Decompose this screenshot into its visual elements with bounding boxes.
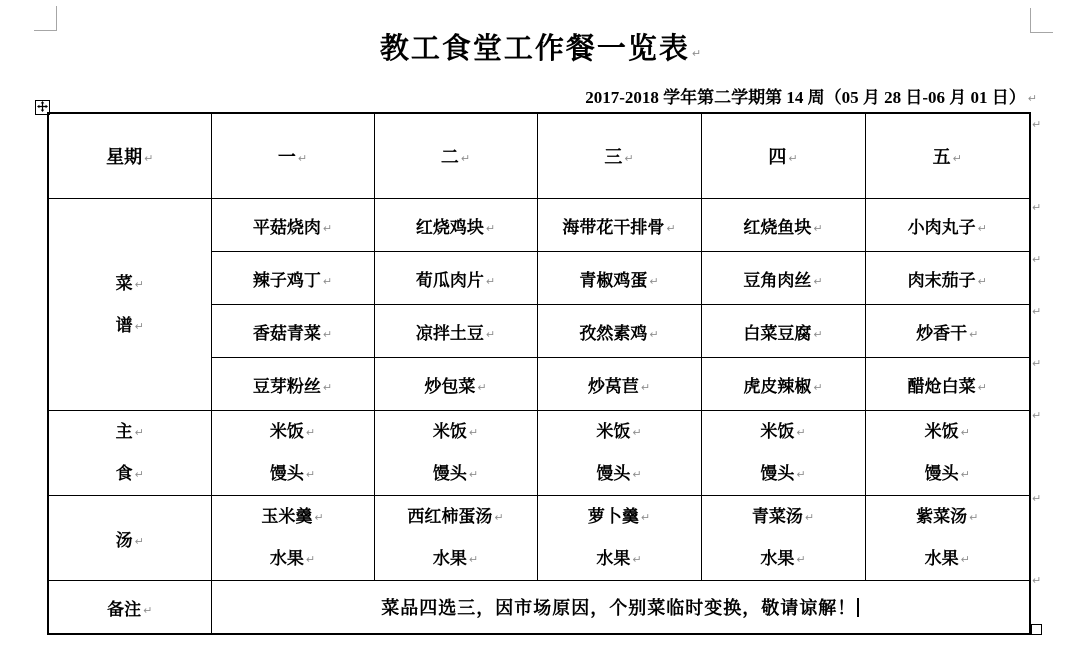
- note-text: 菜品四选三，因市场原因，个别菜临时变换，敬请谅解！: [381, 598, 857, 618]
- cell-text: 主: [115, 422, 133, 441]
- paragraph-mark: ↵: [494, 511, 504, 524]
- paragraph-mark: ↵: [1027, 92, 1037, 105]
- paragraph-mark: ↵: [649, 274, 659, 288]
- cell-text: 辣子鸡丁: [252, 270, 321, 290]
- row-end-mark: ↵: [1032, 118, 1042, 131]
- cell-text: 香菇青菜: [252, 323, 321, 343]
- dish-cell[interactable]: [865, 252, 1030, 305]
- paragraph-mark: ↵: [468, 468, 479, 481]
- row-end-mark: ↵: [1032, 409, 1042, 422]
- cell-text: 炒包菜: [424, 376, 476, 396]
- cell-text: 小肉丸子: [907, 217, 976, 237]
- paragraph-mark: ↵: [134, 468, 144, 481]
- paragraph-mark: ↵: [640, 511, 651, 524]
- paragraph-mark: ↵: [134, 426, 144, 439]
- paragraph-mark: ↵: [477, 380, 487, 394]
- document-title[interactable]: [0, 26, 1083, 67]
- staple-cell[interactable]: [865, 411, 1030, 496]
- day-header-cell-fri[interactable]: [865, 113, 1030, 199]
- dish-cell[interactable]: [374, 305, 537, 358]
- paragraph-mark: ↵: [640, 380, 651, 394]
- paragraph-mark: ↵: [960, 468, 970, 481]
- menu-label-cell[interactable]: [48, 199, 211, 411]
- staple-cell[interactable]: [374, 411, 537, 496]
- cell-text: 馒头: [269, 464, 304, 483]
- paragraph-mark: ↵: [134, 534, 144, 548]
- paragraph-mark: ↵: [297, 152, 308, 165]
- dish-cell[interactable]: [374, 252, 537, 305]
- paragraph-mark: ↵: [485, 327, 496, 341]
- cell-text: 白菜豆腐: [743, 323, 812, 343]
- cell-text: 米饭: [596, 422, 631, 441]
- cell-text: 米饭: [432, 422, 467, 441]
- cell-text: 水果: [924, 549, 959, 568]
- note-label-cell[interactable]: [48, 581, 211, 635]
- cell-text: 三: [604, 147, 623, 167]
- paragraph-mark: ↵: [322, 380, 333, 394]
- note-cell[interactable]: [211, 581, 1030, 635]
- cell-text: 玉米羹: [261, 507, 313, 526]
- cell-text: 星期: [106, 147, 143, 167]
- title-text: 教工食堂工作餐一览表: [379, 33, 690, 65]
- paragraph-mark: ↵: [977, 380, 987, 394]
- cell-text: 馒头: [596, 464, 631, 483]
- soup-cell[interactable]: [865, 496, 1030, 581]
- cell-text: 菜: [115, 273, 133, 293]
- staple-cell[interactable]: [701, 411, 865, 496]
- day-header-cell-wed[interactable]: [537, 113, 701, 199]
- cell-text: 平菇烧肉: [252, 217, 321, 237]
- row-end-mark: ↵: [1032, 305, 1042, 318]
- cell-text: 备注: [107, 599, 142, 619]
- dish-cell[interactable]: [374, 199, 537, 252]
- dish-cell[interactable]: [211, 199, 374, 252]
- dish-cell[interactable]: [701, 199, 865, 252]
- cell-text: 水果: [269, 549, 304, 568]
- paragraph-mark: ↵: [969, 327, 979, 341]
- paragraph-mark: ↵: [322, 221, 333, 235]
- cell-text: 炒香干: [916, 323, 968, 343]
- staple-cell[interactable]: [537, 411, 701, 496]
- paragraph-mark: ↵: [305, 553, 316, 566]
- paragraph-mark: ↵: [322, 327, 333, 341]
- header-row: [48, 113, 1030, 199]
- cell-text: 二: [440, 147, 459, 167]
- cell-text: 虎皮辣椒: [743, 376, 812, 396]
- cell-text: 红烧鱼块: [743, 217, 812, 237]
- cell-text: 青菜汤: [751, 507, 803, 526]
- cell-text: 紫菜汤: [916, 507, 968, 526]
- cell-text: 凉拌土豆: [415, 323, 484, 343]
- paragraph-mark: ↵: [485, 274, 496, 288]
- dish-cell[interactable]: [537, 252, 701, 305]
- paragraph-mark: ↵: [796, 468, 806, 481]
- day-header-cell-mon[interactable]: [211, 113, 374, 199]
- cell-text: 青椒鸡蛋: [579, 270, 648, 290]
- paragraph-mark: ↵: [624, 152, 634, 165]
- cell-text: 西红柿蛋汤: [407, 507, 493, 526]
- row-end-mark: ↵: [1032, 253, 1042, 266]
- paragraph-mark: ↵: [977, 221, 987, 235]
- paragraph-mark: ↵: [485, 221, 496, 235]
- weekday-corner-cell[interactable]: [48, 113, 211, 199]
- cell-text: 萝卜羹: [587, 507, 639, 526]
- paragraph-mark: ↵: [460, 152, 471, 165]
- cell-text: 水果: [760, 549, 795, 568]
- cell-text: 豆芽粉丝: [252, 376, 321, 396]
- paragraph-mark: ↵: [468, 553, 479, 566]
- cell-text: 炒莴苣: [587, 376, 639, 396]
- paragraph-mark: ↵: [813, 274, 823, 288]
- cell-text: 馒头: [760, 464, 795, 483]
- paragraph-mark: ↵: [691, 47, 704, 60]
- row-end-mark: ↵: [1032, 357, 1042, 370]
- cell-text: 米饭: [760, 422, 795, 441]
- soup-cell[interactable]: [537, 496, 701, 581]
- cell-text: 五: [932, 147, 951, 167]
- dish-cell[interactable]: [211, 252, 374, 305]
- paragraph-mark: ↵: [632, 468, 642, 481]
- dish-cell[interactable]: [211, 305, 374, 358]
- dish-cell[interactable]: [865, 199, 1030, 252]
- paragraph-mark: ↵: [144, 152, 154, 165]
- document-subtitle[interactable]: [585, 83, 1037, 108]
- paragraph-mark: ↵: [960, 426, 970, 439]
- menu-row-1: [48, 199, 1030, 252]
- text-cursor: [857, 598, 859, 617]
- paragraph-mark: ↵: [305, 426, 316, 439]
- cell-text: 一: [277, 147, 296, 167]
- dish-cell[interactable]: [374, 358, 537, 411]
- paragraph-mark: ↵: [134, 319, 144, 333]
- dish-cell[interactable]: [865, 305, 1030, 358]
- cell-text: 醋炝白菜: [907, 376, 976, 396]
- paragraph-mark: ↵: [952, 152, 962, 165]
- paragraph-mark: ↵: [788, 152, 798, 165]
- soup-cell[interactable]: [374, 496, 537, 581]
- cell-text: 水果: [596, 549, 631, 568]
- cell-text: 馒头: [924, 464, 959, 483]
- soup-cell[interactable]: [701, 496, 865, 581]
- paragraph-mark: ↵: [796, 553, 806, 566]
- cell-text: 水果: [432, 549, 467, 568]
- meal-schedule-table: [47, 112, 1031, 635]
- cell-text: 荀瓜肉片: [415, 270, 484, 290]
- paragraph-mark: ↵: [796, 426, 806, 439]
- paragraph-mark: ↵: [960, 553, 970, 566]
- day-header-cell-tue[interactable]: [374, 113, 537, 199]
- paragraph-mark: ↵: [977, 274, 987, 288]
- table-resize-handle[interactable]: [1031, 624, 1042, 635]
- cell-text: 肉末茄子: [907, 270, 976, 290]
- paragraph-mark: ↵: [666, 221, 676, 235]
- dish-cell[interactable]: [865, 358, 1030, 411]
- staple-label-cell[interactable]: [48, 411, 211, 496]
- day-header-cell-thu[interactable]: [701, 113, 865, 199]
- cell-text: 四: [768, 147, 787, 167]
- row-end-mark: ↵: [1032, 201, 1042, 214]
- subtitle-text: 2017-2018 学年第二学期第 14 周（05 月 28 日-06 月 01 日）: [585, 88, 1026, 107]
- note-row: [48, 581, 1030, 635]
- row-end-mark: ↵: [1032, 574, 1042, 587]
- cell-text: 米饭: [924, 422, 959, 441]
- cell-text: 米饭: [269, 422, 304, 441]
- paragraph-mark: ↵: [143, 603, 153, 617]
- staple-cell[interactable]: [211, 411, 374, 496]
- dish-cell[interactable]: [701, 252, 865, 305]
- dish-cell[interactable]: [211, 358, 374, 411]
- paragraph-mark: ↵: [813, 221, 823, 235]
- paragraph-mark: ↵: [632, 426, 642, 439]
- cell-text: 海带花干排骨: [562, 217, 665, 237]
- dish-cell[interactable]: [537, 305, 701, 358]
- paragraph-mark: ↵: [468, 426, 479, 439]
- soup-cell[interactable]: [211, 496, 374, 581]
- cell-text: 孜然素鸡: [579, 323, 648, 343]
- paragraph-mark: ↵: [632, 553, 642, 566]
- cell-text: 谱: [115, 315, 133, 335]
- cell-text: 豆角肉丝: [743, 270, 812, 290]
- paragraph-mark: ↵: [305, 468, 316, 481]
- cell-text: 食: [115, 464, 133, 483]
- dish-cell[interactable]: [537, 358, 701, 411]
- paragraph-mark: ↵: [134, 277, 144, 291]
- cell-text: 汤: [115, 530, 133, 550]
- paragraph-mark: ↵: [314, 511, 324, 524]
- dish-cell[interactable]: [537, 199, 701, 252]
- paragraph-mark: ↵: [813, 327, 823, 341]
- paragraph-mark: ↵: [813, 380, 823, 394]
- row-end-mark: ↵: [1032, 492, 1042, 505]
- cell-text: 馒头: [432, 464, 467, 483]
- dish-cell[interactable]: [701, 305, 865, 358]
- paragraph-mark: ↵: [322, 274, 333, 288]
- paragraph-mark: ↵: [649, 327, 659, 341]
- cell-text: 红烧鸡块: [415, 217, 484, 237]
- paragraph-mark: ↵: [969, 511, 979, 524]
- soup-label-cell[interactable]: [48, 496, 211, 581]
- staple-row: [48, 411, 1030, 496]
- soup-row: [48, 496, 1030, 581]
- paragraph-mark: ↵: [804, 511, 815, 524]
- dish-cell[interactable]: [701, 358, 865, 411]
